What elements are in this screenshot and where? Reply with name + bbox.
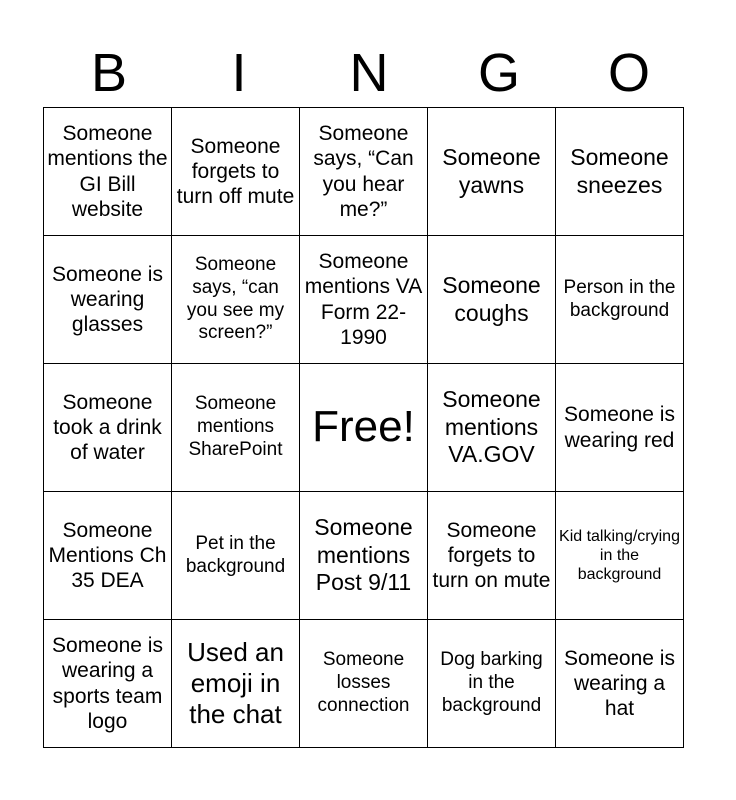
bingo-cell[interactable]: Someone mentions VA.GOV	[428, 364, 556, 492]
board-row	[44, 620, 684, 748]
bingo-cell[interactable]: Someone mentions SharePoint	[172, 364, 300, 492]
bingo-cell[interactable]: Pet in the background	[172, 492, 300, 620]
bingo-board	[43, 107, 684, 748]
board-row	[44, 492, 684, 620]
bingo-cell[interactable]: Someone is wearing glasses	[44, 236, 172, 364]
bingo-cell[interactable]: Someone forgets to turn on mute	[428, 492, 556, 620]
header-letter-o: O	[607, 43, 650, 103]
bingo-cell[interactable]: Someone Mentions Ch 35 DEA	[44, 492, 172, 620]
header-letter-n: N	[349, 43, 389, 103]
board-row	[44, 108, 684, 236]
header-letter-i: I	[231, 43, 247, 103]
bingo-cell[interactable]: Person in the background	[556, 236, 684, 364]
header-letter-b: B	[90, 43, 128, 103]
bingo-cell[interactable]: Someone says, “Can you hear me?”	[300, 108, 428, 236]
bingo-cell[interactable]: Dog barking in the background	[428, 620, 556, 748]
bingo-cell[interactable]: Someone sneezes	[556, 108, 684, 236]
bingo-cell[interactable]: Someone says, “can you see my screen?”	[172, 236, 300, 364]
bingo-cell[interactable]: Someone coughs	[428, 236, 556, 364]
bingo-cell[interactable]: Someone is wearing a hat	[556, 620, 684, 748]
bingo-cell[interactable]: Used an emoji in the chat	[172, 620, 300, 748]
board-row	[44, 364, 684, 492]
bingo-cell[interactable]: Someone is wearing a sports team logo	[44, 620, 172, 748]
bingo-cell[interactable]: Someone forgets to turn off mute	[172, 108, 300, 236]
bingo-cell[interactable]: Kid talking/crying in the background	[556, 492, 684, 620]
bingo-cell[interactable]: Someone losses connection	[300, 620, 428, 748]
bingo-cell[interactable]: Someone mentions VA Form 22-1990	[300, 236, 428, 364]
bingo-cell[interactable]: Someone is wearing red	[556, 364, 684, 492]
bingo-cell[interactable]: Someone mentions the GI Bill website	[44, 108, 172, 236]
bingo-cell[interactable]: Someone yawns	[428, 108, 556, 236]
board-row	[44, 236, 684, 364]
bingo-cell[interactable]: Someone mentions Post 9/11	[300, 492, 428, 620]
free-cell[interactable]: Free!	[300, 364, 428, 492]
bingo-header	[44, 40, 694, 106]
bingo-cell[interactable]: Someone took a drink of water	[44, 364, 172, 492]
header-letter-g: G	[477, 43, 520, 103]
